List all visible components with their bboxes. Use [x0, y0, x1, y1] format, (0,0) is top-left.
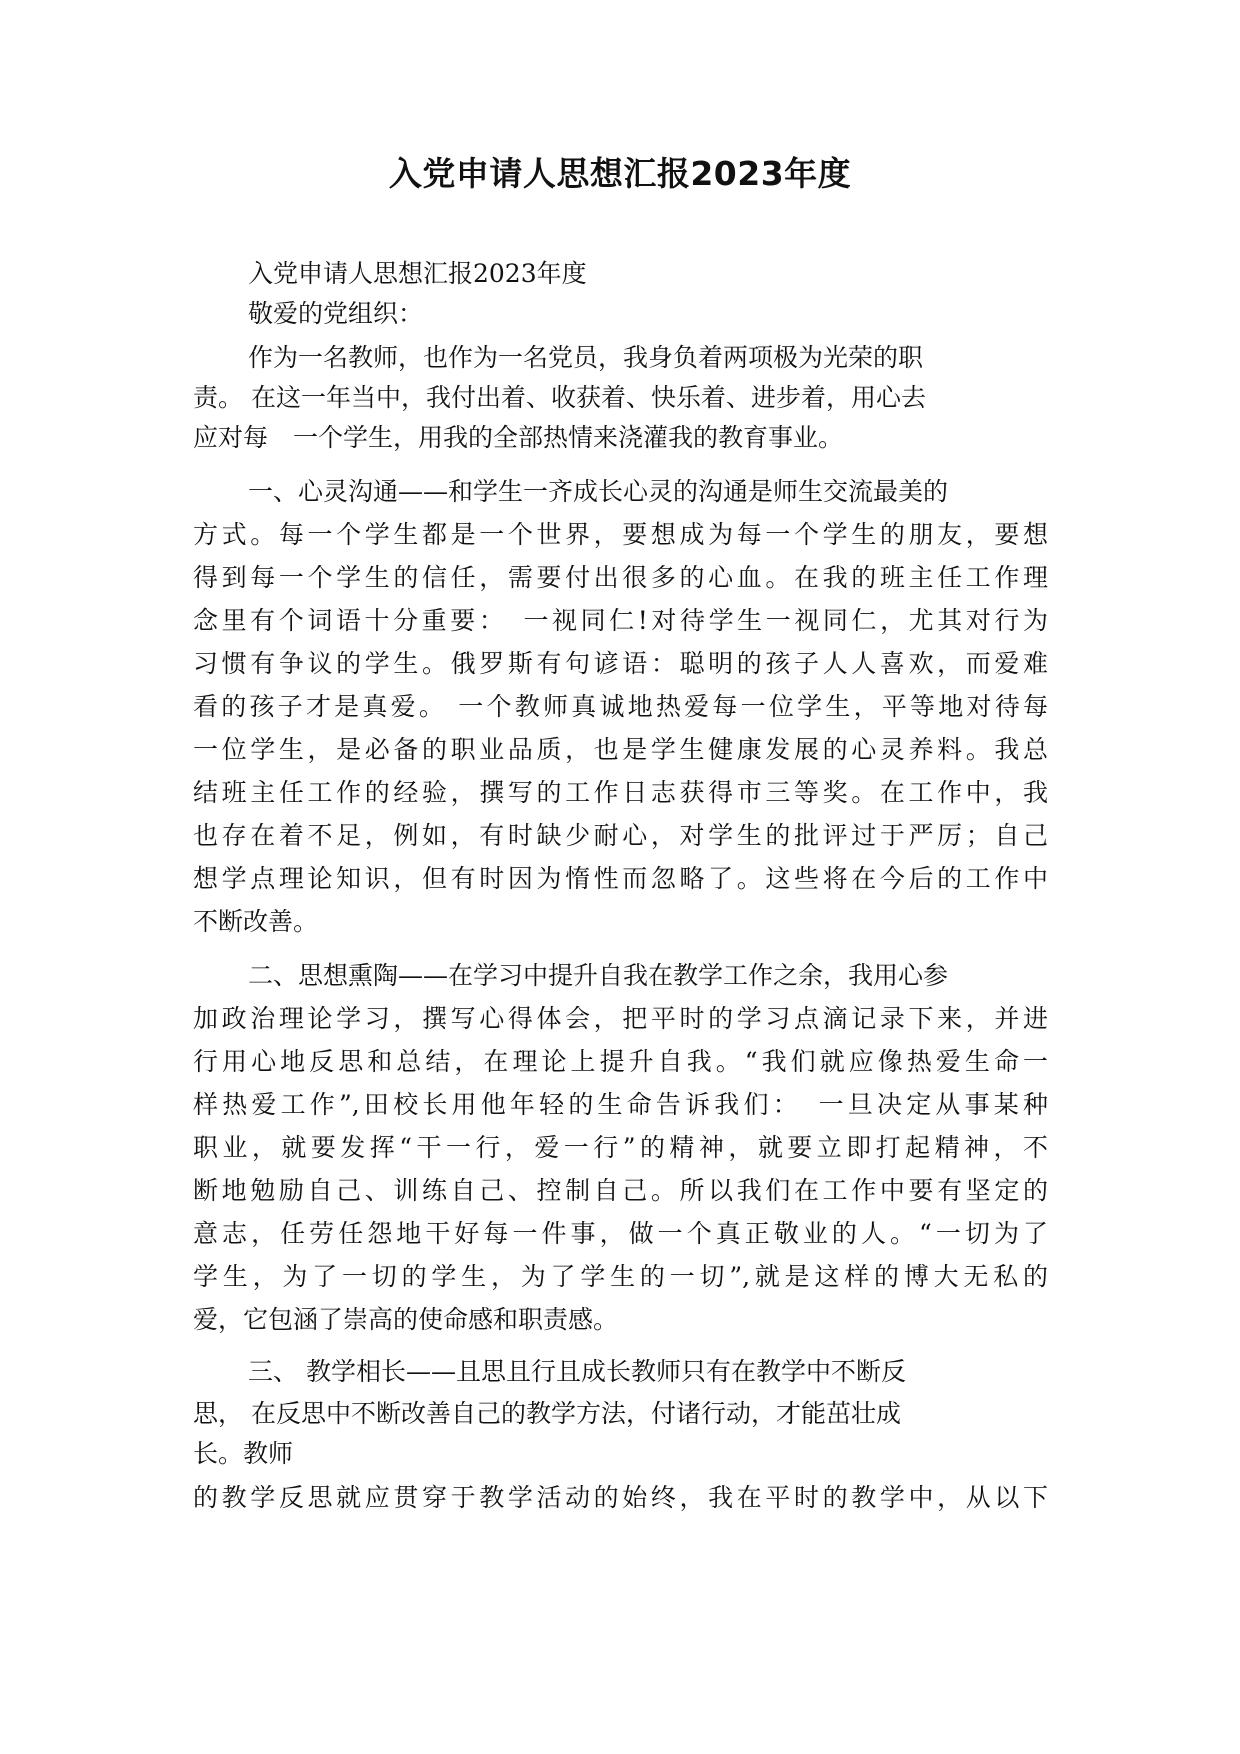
paragraph-line: 长。教师 — [193, 1439, 294, 1468]
paragraph-line: 看的孩子才是真爱。 一个教师真诚地热爱每一位学生，平等地对待每 — [193, 692, 1048, 721]
paragraph-line: 一位学生，是必备的职业品质，也是学生健康发展的心灵养料。我总 — [193, 735, 1048, 764]
paragraph-line: 断地勉励自己、训练自己、控制自己。所以我们在工作中要有坚定的 — [193, 1176, 1048, 1205]
paragraph-line: 一、心灵沟通——和学生一齐成长心灵的沟通是师生交流最美的 — [248, 477, 949, 506]
paragraph-line: 加政治理论学习，撰写心得体会，把平时的学习点滴记录下来，并进 — [193, 1004, 1048, 1033]
paragraph-line: 二、思想熏陶——在学习中提升自我在教学工作之余，我用心参 — [248, 961, 949, 990]
document-subtitle: 入党申请人思想汇报2023年度 — [248, 259, 587, 288]
paragraph-line: 方式。每一个学生都是一个世界，要想成为每一个学生的朋友，要想 — [193, 520, 1048, 549]
paragraph-line: 得到每一个学生的信任，需要付出很多的心血。在我的班主任工作理 — [193, 563, 1048, 592]
paragraph-line: 思， 在反思中不断改善自己的教学方法，付诸行动，才能茁壮成 — [193, 1399, 901, 1428]
paragraph-line: 的教学反思就应贯穿于教学活动的始终，我在平时的教学中，从以下 — [193, 1483, 1048, 1512]
paragraph-line: 作为一名教师，也作为一名党员，我身负着两项极为光荣的职 — [248, 343, 924, 372]
paragraph-line: 念里有个词语十分重要： 一视同仁!对待学生一视同仁，尤其对行为 — [193, 606, 1048, 635]
paragraph-line: 职业，就要发挥“干一行，爱一行”的精神，就要立即打起精神，不 — [193, 1133, 1048, 1162]
document-title: 入党申请人思想汇报2023年度 — [388, 154, 852, 193]
paragraph-line: 样热爱工作”,田校长用他年轻的生命告诉我们： 一旦决定从事某种 — [193, 1090, 1048, 1119]
paragraph-line: 爱，它包涵了崇高的使命感和职责感。 — [193, 1305, 619, 1334]
paragraph-line: 想学点理论知识，但有时因为惰性而忽略了。这些将在今后的工作中 — [193, 864, 1048, 893]
paragraph-line: 意志，任劳任怨地干好每一件事，做一个真正敬业的人。“一切为了 — [193, 1219, 1048, 1248]
paragraph-line: 结班主任工作的经验，撰写的工作日志获得市三等奖。在工作中，我 — [193, 778, 1048, 807]
salutation: 敬爱的党组织： — [248, 299, 424, 328]
paragraph-line: 学生，为了一切的学生，为了学生的一切”,就是这样的博大无私的 — [193, 1262, 1048, 1291]
paragraph-line: 三、 教学相长——且思且行且成长教师只有在教学中不断反 — [248, 1357, 906, 1386]
paragraph-line: 应对每 一个学生，用我的全部热情来浇灌我的教育事业。 — [193, 423, 844, 452]
paragraph-line: 不断改善。 — [193, 907, 319, 936]
paragraph-line: 行用心地反思和总结，在理论上提升自我。“我们就应像热爱生命一 — [193, 1047, 1048, 1076]
paragraph-line: 习惯有争议的学生。俄罗斯有句谚语：聪明的孩子人人喜欢，而爱难 — [193, 649, 1048, 678]
paragraph-line: 也存在着不足，例如，有时缺少耐心，对学生的批评过于严厉；自己 — [193, 821, 1048, 850]
paragraph-line: 责。 在这一年当中，我付出着、收获着、快乐着、进步着，用心去 — [193, 383, 926, 412]
